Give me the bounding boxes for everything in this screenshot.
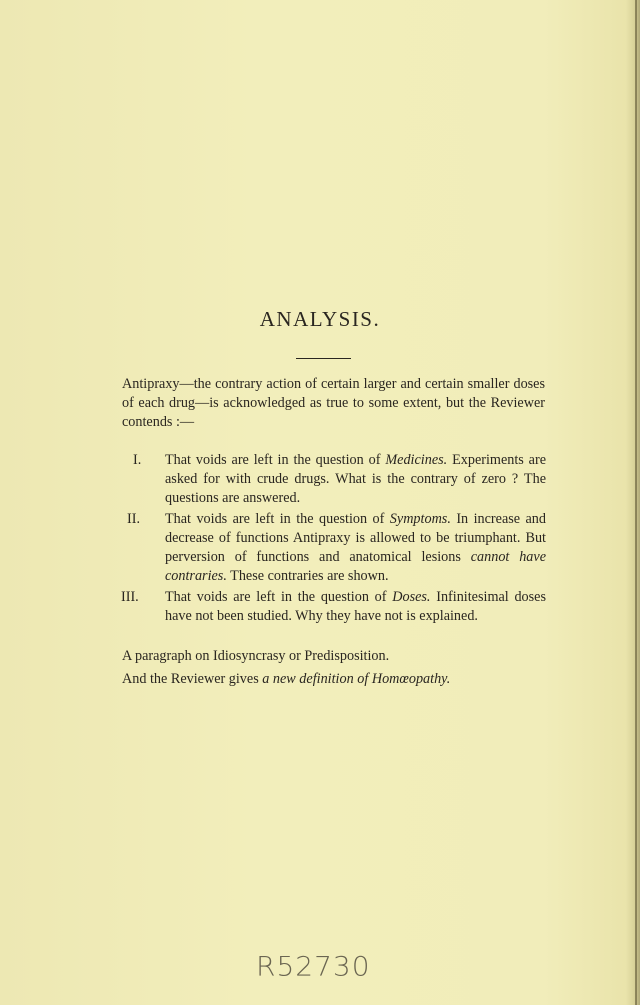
title-rule [296,358,351,359]
list-item-number: III. [121,589,139,605]
list-item-body [165,588,546,626]
list-item-text: That voids are left in the question of [165,511,390,527]
list-item-number: I. [133,452,142,468]
list-item-emphasis: cannot have contraries. [165,549,546,584]
list-item-body [165,510,546,586]
definition-paragraph [122,670,545,689]
list-item-number: II. [127,511,140,527]
list-item-text: Experiments are asked for with crude drugs. What is the contrary of zero ? The questions are answered. [165,452,547,506]
list-item-text: In increase and decrease of functions Antipraxy is allowed to be triumphant. But perversion of functions and anatomical lesions [165,511,546,565]
library-stamp: R52730 [256,950,371,983]
list-item-text: That voids are left in the question of [165,452,386,468]
list-item-text: That voids are left in the question of [165,589,393,605]
definition-text: And the Reviewer gives [122,671,263,687]
list-item-emphasis: Symptoms. [389,511,451,527]
page-edge-shadow [626,0,640,1005]
idiosyncrasy-paragraph: A paragraph on Idiosyncrasy or Predisposition. [122,648,390,664]
definition-emphasis: a new definition of Homœopathy. [262,671,451,687]
intro-paragraph: Antipraxy—the contrary action of certain larger and certain smaller doses of each drug—is acknowledged as true to some extent, but the Reviewer contends :— [122,376,545,430]
page-edge-line [635,0,637,1005]
list-item-text: Infinitesimal doses have not been studied. Why they have not is explained. [165,589,546,624]
list-item-text: These contraries are shown. [226,568,389,584]
list-item-emphasis: Doses. [392,589,431,605]
list-item-body [165,451,546,508]
list-item-emphasis: Medicines. [385,452,448,468]
page-title: ANALYSIS. [259,307,381,331]
